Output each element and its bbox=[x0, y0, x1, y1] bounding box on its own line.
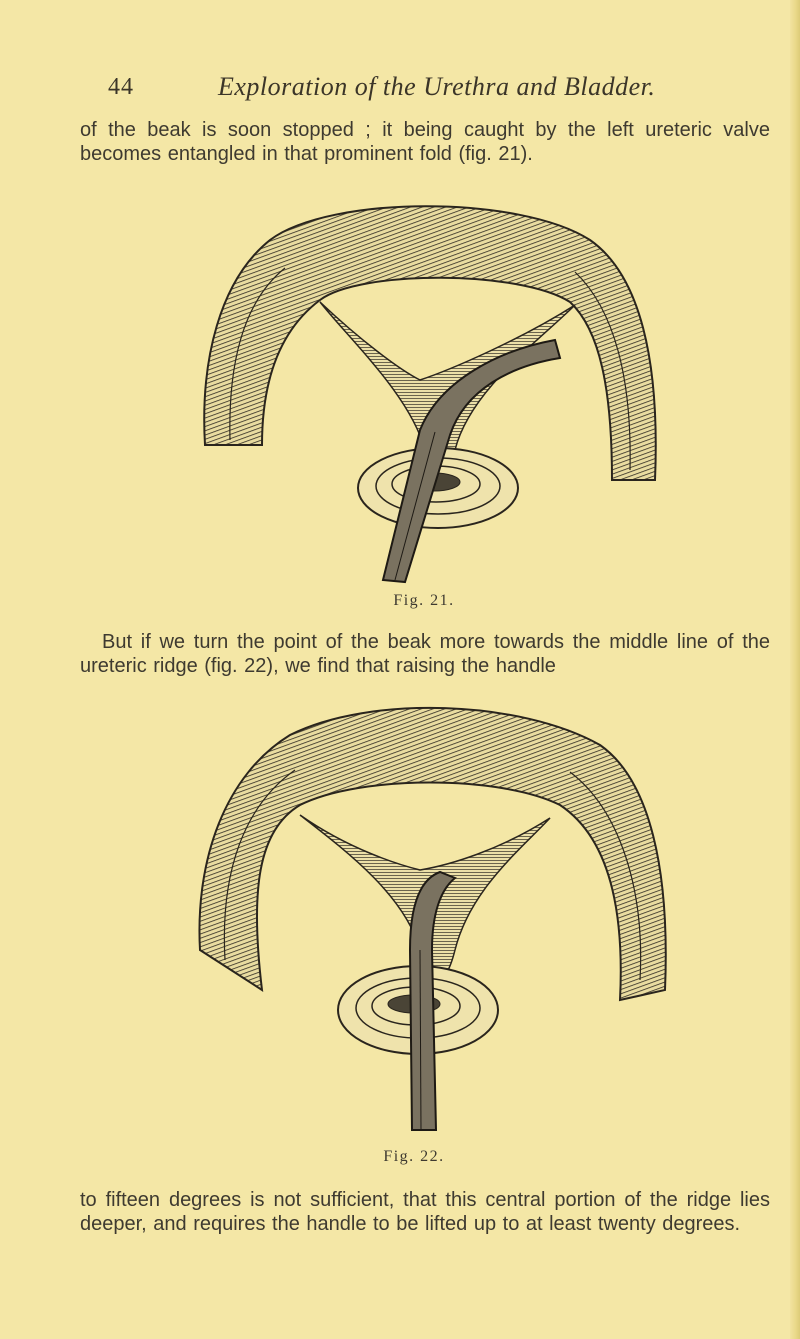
figure-22-caption: Fig. 22. bbox=[383, 1148, 445, 1165]
page-number: 44 bbox=[108, 74, 134, 100]
paragraph-middle: But if we turn the point of the beak more towards the middle line of the ureteric ridge (fig. 22), we find that raising the handle bbox=[80, 631, 770, 677]
figure-21-caption: Fig. 21. bbox=[393, 592, 455, 609]
paragraph-top: of the beak is soon stopped ; it being caught by the left ureteric valve becomes entangled in that prominent fold (fig. 21). bbox=[80, 119, 770, 165]
figure-21-illustration bbox=[0, 190, 800, 590]
running-title: Exploration of the Urethra and Bladder. bbox=[218, 72, 656, 101]
running-head bbox=[108, 70, 668, 110]
figure-22-illustration bbox=[0, 700, 800, 1140]
paragraph-end: to fifteen degrees is not sufficient, that this central portion of the ridge lies deeper, and requires the handle to be lifted up to at least twenty degrees. bbox=[80, 1189, 770, 1235]
